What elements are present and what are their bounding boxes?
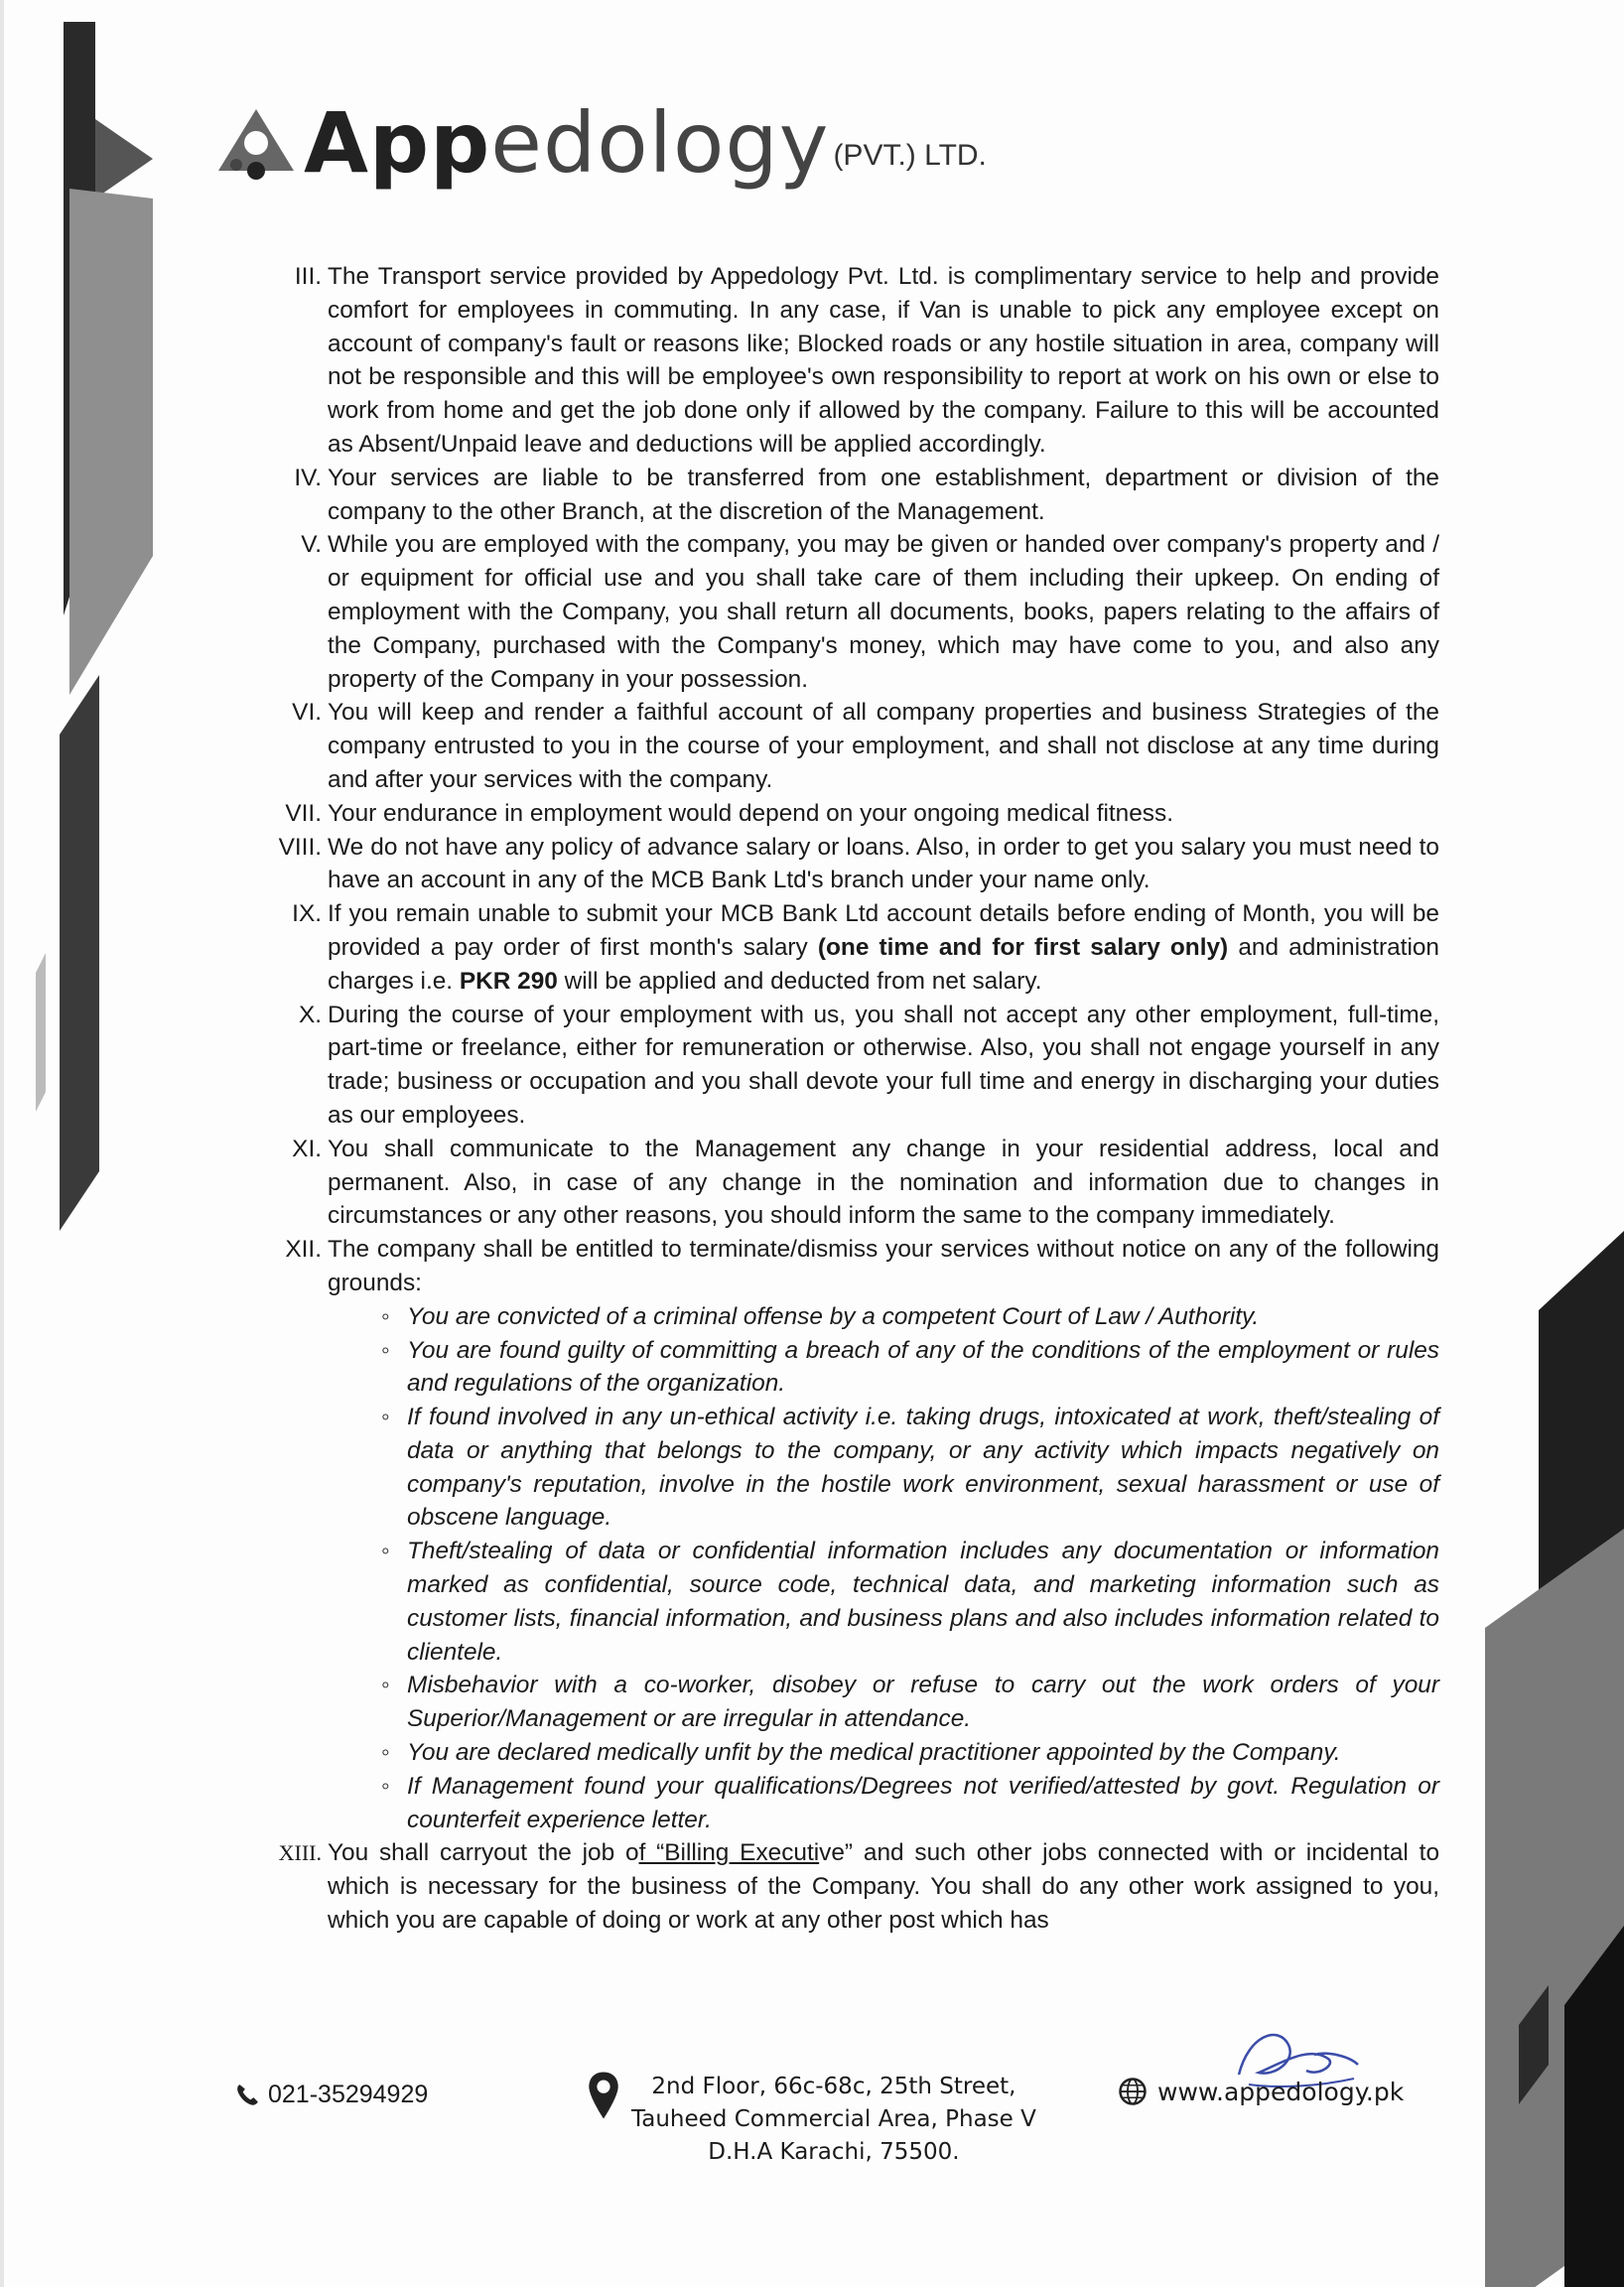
footer-address (586, 2071, 1036, 2169)
globe-icon (1118, 2077, 1148, 2106)
website-link[interactable]: www.appedology.pk (1157, 2077, 1405, 2106)
clause-numeral: III. (294, 263, 322, 290)
company-logo (208, 94, 987, 192)
clause-numeral: XI. (292, 1135, 322, 1162)
clause-x (258, 999, 1439, 1133)
clause-numeral: XIII. (278, 1840, 322, 1866)
clause-v (258, 528, 1439, 696)
logo-icon (208, 105, 304, 185)
termination-grounds-list (328, 1300, 1439, 1837)
clause-text: The company shall be entitled to terminate/dismiss your services without notice on any of the following grounds: ◦ You are convicted of a criminal offense by a competent Court of Law / Authority. ◦ You are found guilty of committing a breach of any of the conditions of the employment or rules and regulations of the organization. ◦ If found involved in any un-ethical activity i.e. taking drugs, intoxicated at work, theft/stealing of data or anything that belongs to the company, or any activity which impacts negatively on company's reputation, involve in the hostile work environment, sexual harassment or use of obscene language. ◦ Theft/stealing of data or confidential information includes any documentation or information marked as confidential, source code, technical data, and marketing information such as customer lists, financial information, and business plans and also includes information related to clientele. ◦ Misbehavior with a co-worker, disobey or refuse to carry out the work orders of your Superior/Management or are irregular in attendance. ◦ You are declared medically unfit by the medical practitioner appointed by the Company. ◦ If Management found your qualifications/Degrees not verified/attested by govt. Regulation or counterfeit experience letter. (328, 1233, 1439, 1836)
phone-icon (234, 2083, 260, 2108)
list-item: ◦ You are found guilty of committing a breach of any of the conditions of the employment or rules and regulations of the organization. (381, 1334, 1439, 1402)
clause-numeral: XII. (285, 1236, 322, 1264)
logo-wordmark: Appedology (304, 94, 830, 192)
address-line: 2nd Floor, 66c-68c, 25th Street, (651, 2074, 1016, 2099)
clause-xii (258, 1233, 1439, 1836)
clause-text: You shall communicate to the Management any change in your residential address, local and permanent. Also, in case of any change in the nomination and information due to changes in circumstances or any other reasons, you should inform the same to the company immediately. (328, 1135, 1439, 1230)
address-line: D.H.A Karachi, 75500. (708, 2139, 960, 2165)
logo-suffix: (PVT.) LTD. (833, 139, 987, 172)
clause-iv (258, 462, 1439, 529)
clause-numeral: IV. (294, 464, 322, 491)
list-item: ◦ If Management found your qualifications/Degrees not verified/attested by govt. Regulation or counterfeit experience letter. (381, 1770, 1439, 1837)
phone-number: 021-35294929 (268, 2081, 429, 2108)
clause-numeral: IX. (292, 900, 322, 928)
clause-xi (258, 1133, 1439, 1233)
address-line: Tauheed Commercial Area, Phase V (631, 2106, 1036, 2132)
left-decoration (0, 0, 169, 2287)
clause-text: While you are employed with the company, you may be given or handed over company's property and / or equipment for official use and you shall take care of them including their upkeep. On ending of employment with the Company, you shall return all documents, books, papers relating to the affairs of the Company, purchased with the Company's money, which may have come to you, and also any property of the Company in your possession. (328, 531, 1439, 693)
clause-text: You shall carryout the job of “Billing Executive” and such other jobs connected with or incidental to which is necessary for the business of the Company. You shall do any other work assigned to you, which you are capable of doing or work at any other post which has (328, 1839, 1440, 1935)
footer-website (1118, 2077, 1404, 2106)
footer-phone (234, 2081, 428, 2109)
page-footer (0, 2071, 1624, 2170)
clause-numeral: VII. (285, 799, 322, 827)
list-item: ◦ Misbehavior with a co-worker, disobey or refuse to carry out the work orders of your Superior/Management or are irregular in attendance. (381, 1669, 1439, 1736)
clause-text: We do not have any policy of advance salary or loans. Also, in order to get you salary you must need to have an account in any of the MCB Bank Ltd's branch under your name only. (328, 833, 1439, 894)
clause-text: The Transport service provided by Appedology Pvt. Ltd. is complimentary service to help and provide comfort for employees in commuting. In any case, if Van is unable to pick any employee except on account of company's fault or reasons like; Blocked roads or any hostile situation in area, company will not be responsible and this will be employee's own responsibility to report at work on his own or else to work from home and get the job done only if allowed by the company. Failure to this will be accounted as Absent/Unpaid leave and deductions will be applied accordingly. (328, 263, 1439, 458)
location-pin-icon (586, 2071, 621, 2120)
clause-text: Your endurance in employment would depend on your ongoing medical fitness. (328, 799, 1173, 827)
clause-numeral: VIII. (278, 833, 322, 861)
clause-numeral: V. (301, 531, 322, 559)
clause-text: Your services are liable to be transferred from one establishment, department or division of the company to the other Branch, at the discretion of the Management. (328, 464, 1439, 525)
clause-text: If you remain unable to submit your MCB Bank Ltd account details before ending of Month, you will be provided a pay order of first month's salary (one time and for first salary only) and administration charges i.e. PKR 290 will be applied and deducted from net salary. (328, 900, 1439, 995)
clause-iii (258, 260, 1439, 462)
clause-vi (258, 696, 1439, 796)
clause-numeral: X. (298, 1001, 322, 1028)
list-item: ◦ Theft/stealing of data or confidential information includes any documentation or information marked as confidential, source code, technical data, and marketing information such as customer lists, financial information, and business plans and also includes information related to clientele. (381, 1535, 1439, 1669)
clause-vii (258, 797, 1439, 831)
list-item: ◦ You are convicted of a criminal offense by a competent Court of Law / Authority. (381, 1300, 1439, 1334)
clause-viii (258, 831, 1439, 898)
list-item: ◦ You are declared medically unfit by the medical practitioner appointed by the Company. (381, 1736, 1439, 1770)
list-item: ◦ If found involved in any un-ethical activity i.e. taking drugs, intoxicated at work, theft/stealing of data or anything that belongs to the company, or any activity which impacts negatively on company's reputation, involve in the hostile work environment, sexual harassment or use of obscene language. (381, 1401, 1439, 1535)
clause-xiii (258, 1836, 1439, 1937)
terms-clauses (258, 260, 1439, 1938)
clause-numeral: VI. (292, 699, 322, 727)
clause-ix (258, 897, 1439, 998)
clause-text: During the course of your employment with us, you shall not accept any other employment, full-time, part-time or freelance, either for remuneration or otherwise. Also, you shall not engage yourself in any trade; business or occupation and you shall devote your full time and energy in discharging your duties as our employees. (328, 1001, 1439, 1129)
clause-text: You will keep and render a faithful account of all company properties and business Strategies of the company entrusted to you in the course of your employment, and shall not disclose at any time during and after your services with the company. (328, 699, 1439, 793)
